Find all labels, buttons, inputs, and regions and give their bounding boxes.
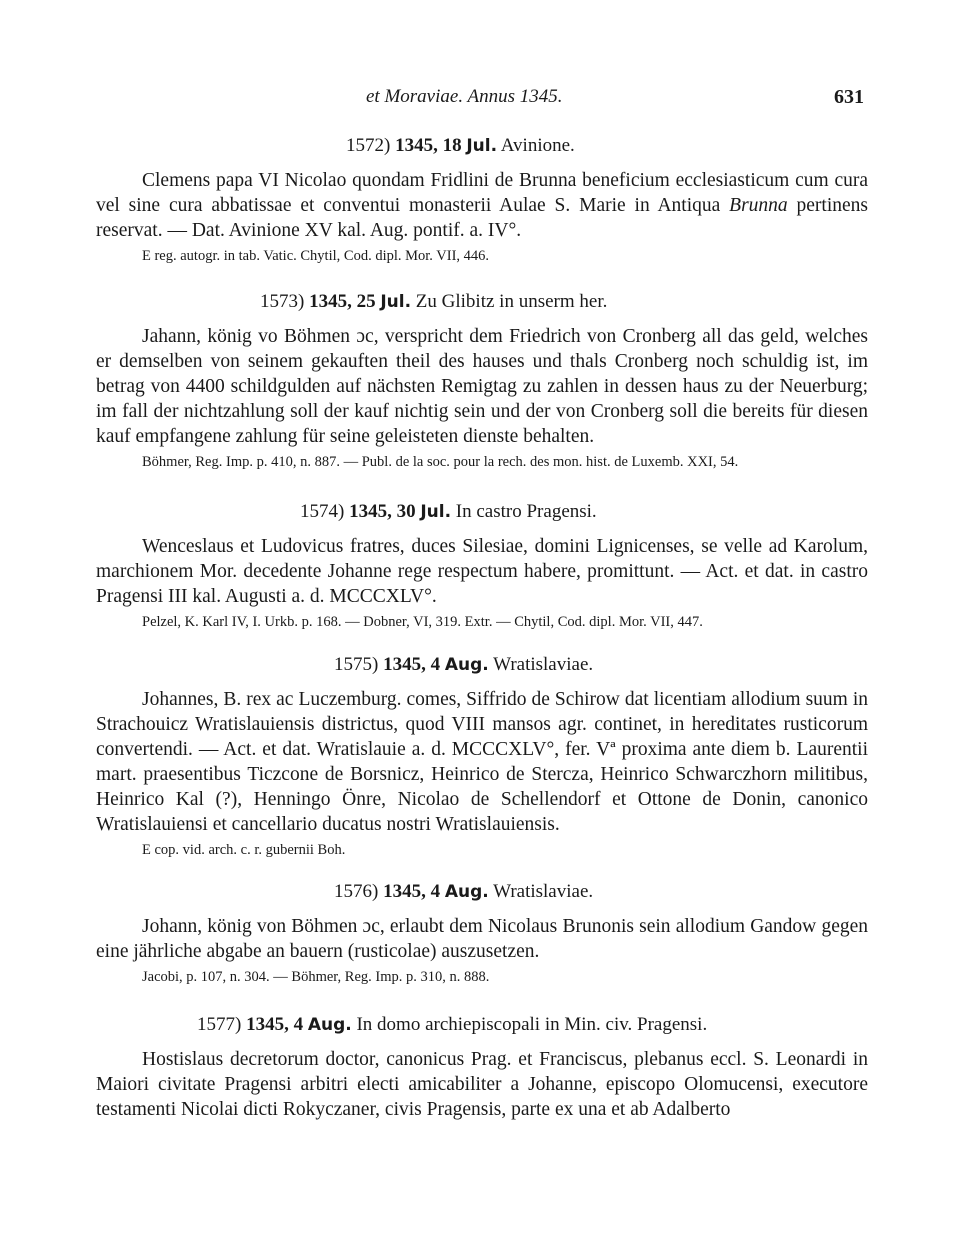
entry-number: 1575) — [334, 654, 379, 675]
entry-source: Böhmer, Reg. Imp. p. 410, n. 887. — Publ. de la soc. pour la rech. des mon. hist. de Luxemb. XXI, 54. — [142, 454, 739, 470]
entry-month: Aug. — [444, 882, 489, 902]
entry-text — [96, 168, 868, 243]
document-page — [96, 0, 868, 1258]
entry-number: 1574) — [300, 501, 345, 522]
entry-place: In domo archiepiscopali in Min. civ. Pragensi. — [356, 1014, 708, 1035]
entry-month: Jul. — [420, 502, 452, 522]
entry-text-main: Clemens papa VI Nicolao quondam Fridlini de Brunna beneficium ecclesiasticum cum cura vel sine cura abbatissae et conventui monasterii Aulae S. Marie in Antiqua — [96, 170, 868, 216]
entry-heading — [96, 134, 868, 158]
entry-month: Aug. — [307, 1015, 352, 1035]
entry-number: 1572) — [346, 135, 391, 156]
entry-date: 1345, 4 — [383, 654, 441, 675]
entry-text-tail: pertinens reservat. — Dat. Avinione XV kal. Aug. pontif. a. IV°. — [96, 195, 868, 241]
entry-source: Jacobi, p. 107, n. 304. — Böhmer, Reg. Imp. p. 310, n. 888. — [142, 969, 490, 985]
page-number: 631 — [834, 86, 864, 108]
entry-place: Wratislaviae. — [493, 881, 594, 902]
entry-heading — [96, 880, 868, 904]
entry-text-italic: Brunna — [729, 195, 788, 216]
entry-1574 — [96, 500, 868, 632]
entry-text: Jahann, könig vo Böhmen ɔc, verspricht dem Friedrich von Cronberg all das geld, welches er demselben von seinem gekauften theil des hauses und thals Cronberg noch schuldig ist, im betrag von 4400 schildgulden auf nächsten Remigtag zu zahlen in dessen haus zu der Neuerburg; im fall der nichtzahlung soll der kauf nichtig sein und der von Cronberg soll die bereits für diesen kauf empfangene zahlung für seine geleisteten dienste behalten. — [96, 326, 868, 447]
running-title: et Moraviae. Annus 1345. — [366, 86, 563, 107]
entry-place: In castro Pragensi. — [455, 501, 597, 522]
entry-month: Aug. — [444, 655, 489, 675]
entry-place: Zu Glibitz in unserm her. — [415, 291, 608, 312]
entry-month: Jul. — [380, 292, 412, 312]
entry-date: 1345, 4 — [246, 1014, 304, 1035]
entry-date: 1345, 18 — [395, 135, 462, 156]
entry-1577 — [96, 1013, 868, 1122]
entry-number: 1577) — [197, 1014, 242, 1035]
entry-heading — [96, 500, 868, 524]
entry-number: 1573) — [260, 291, 305, 312]
entry-text: Hostislaus decretorum doctor, canonicus Prag. et Franciscus, plebanus eccl. S. Leonardi in Maiori civitate Pragensi arbitri electi amicabiliter a Johanne, episcopo Olomucensi, executore testamenti Nicolai dicti Rokyczaner, civis Pragensis, parte ex una et ab Adalberto — [96, 1049, 868, 1120]
entry-date: 1345, 4 — [383, 881, 441, 902]
entry-place: Wratislaviae. — [493, 654, 594, 675]
entry-date: 1345, 30 — [349, 501, 416, 522]
entry-source: Pelzel, K. Karl IV, I. Urkb. p. 168. — Dobner, VI, 319. Extr. — Chytil, Cod. dipl. Mor. VII, 447. — [142, 614, 703, 630]
entry-1572 — [96, 134, 868, 266]
running-head — [96, 86, 868, 110]
entry-number: 1576) — [334, 881, 379, 902]
entry-1575 — [96, 653, 868, 860]
entry-month: Jul. — [466, 136, 498, 156]
entry-source: E cop. vid. arch. c. r. gubernii Boh. — [142, 842, 346, 858]
entry-heading — [96, 653, 868, 677]
entry-place: Avinione. — [500, 135, 575, 156]
entry-text: Johann, könig von Böhmen ɔc, erlaubt dem Nicolaus Brunonis sein allodium Gandow gegen eine jährliche abgabe an bauern (rusticolae) auszusetzen. — [96, 916, 868, 962]
entry-date: 1345, 25 — [309, 291, 376, 312]
entry-source: E reg. autogr. in tab. Vatic. Chytil, Cod. dipl. Mor. VII, 446. — [142, 248, 490, 264]
entry-heading — [96, 290, 868, 314]
entry-text: Johannes, B. rex ac Luczemburg. comes, Siffrido de Schirow dat licentiam allodium suum in Strachouicz Wratislauiensis districtus, quod VIII mansos agr. continet, in hereditates rusticorum convertendi. — Act. et dat. Wratislauie a. d. MCCCXLV°, fer. Vª proxima ante diem b. Laurentii mart. praesentibus Ticzcone de Borsnicz, Heinrico de Stercza, Heinrico Schwarczhorn militibus, Heinrico Kal (?), Henningo Önre, Nicolao de Schellendorf et Ottone de Donin, canonico Wratislauiensi et cancellario ducatus nostri Wratislauiensis. — [96, 689, 868, 835]
entry-1573 — [96, 290, 868, 472]
entry-text: Wenceslaus et Ludovicus fratres, duces Silesiae, domini Lignicenses, se velle ad Karolum, marchionem Mor. decedente Johanne rege respectum habere, promittunt. — Act. et dat. in castro Pragensi III kal. Augusti a. d. MCCCXLV°. — [96, 536, 868, 607]
entry-heading — [96, 1013, 868, 1037]
entry-1576 — [96, 880, 868, 987]
